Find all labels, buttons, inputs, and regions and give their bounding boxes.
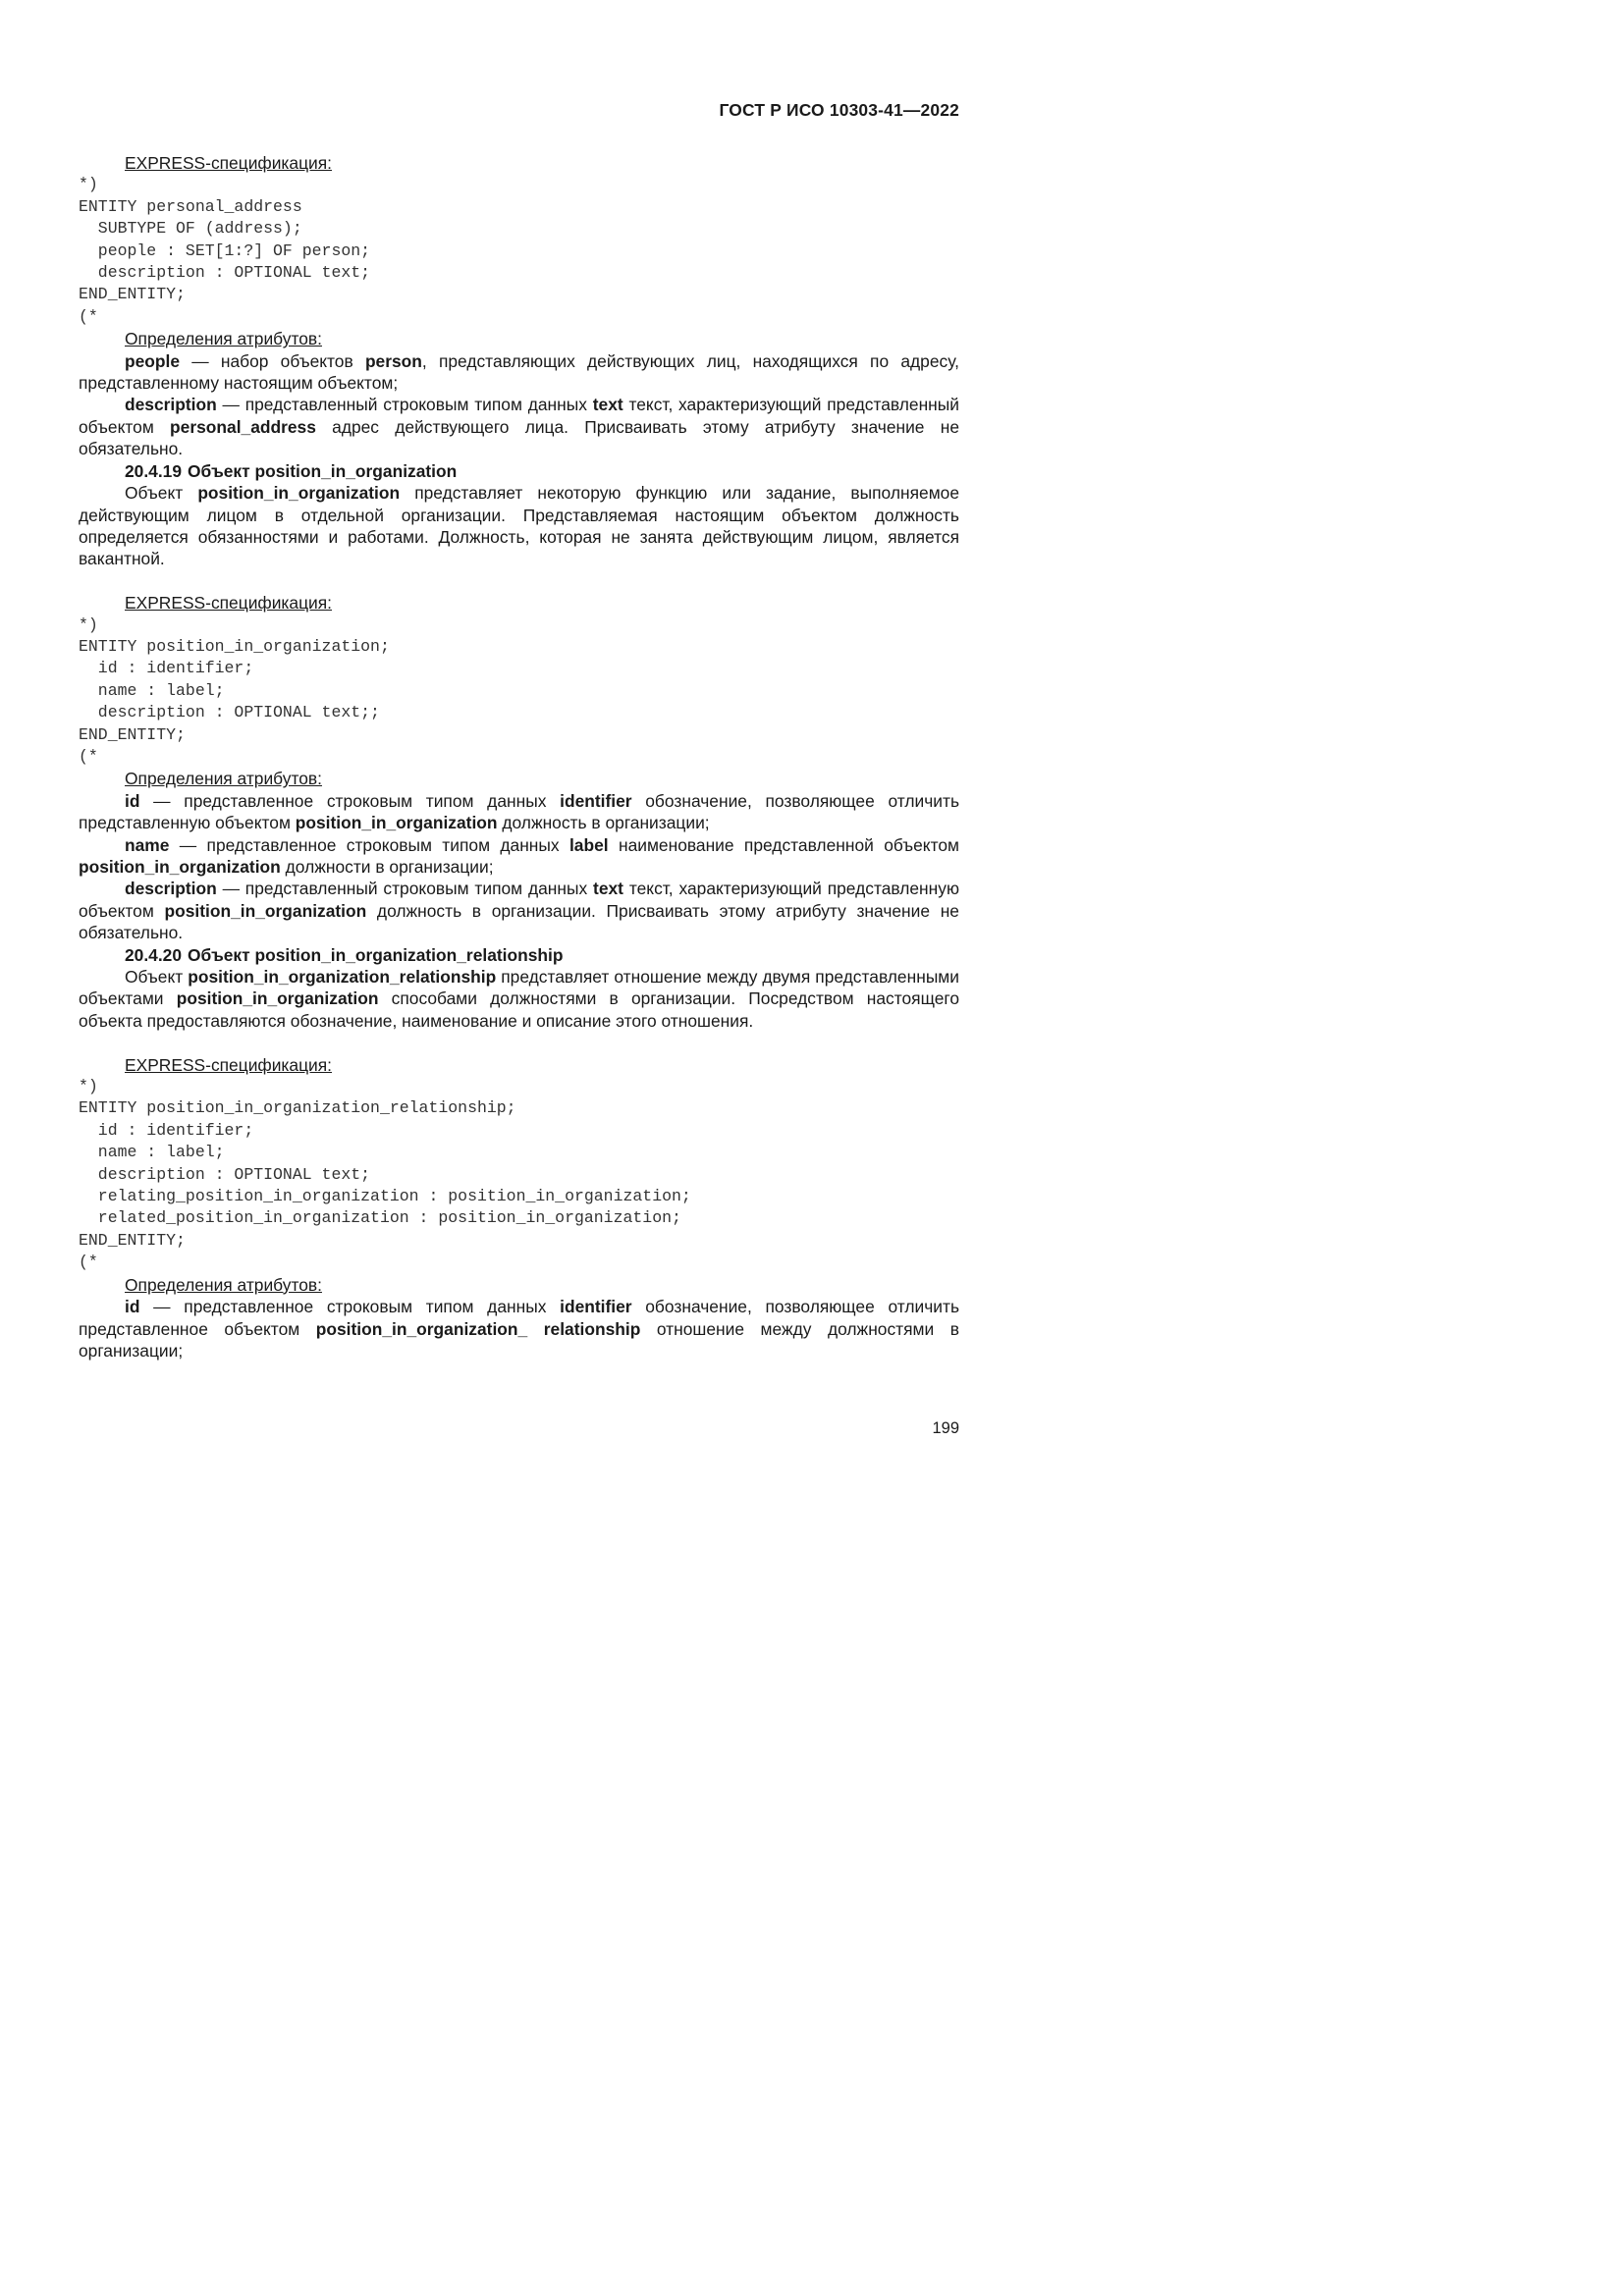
code-line: END_ENTITY; <box>79 285 186 304</box>
code-line: *) <box>79 1077 98 1096</box>
standard-designation: ГОСТ Р ИСО 10303-41—2022 <box>719 100 959 120</box>
code-line: description : OPTIONAL text;; <box>79 703 380 722</box>
attribute-definition-description: description — представленный строковым типом данных text текст, характеризующий представленный объектом personal_address адрес действующего лица. Присваивать этому атрибуту значение не обязательно. <box>79 395 959 459</box>
code-line: name : label; <box>79 1143 225 1162</box>
attribute-definitions-label: Определения атрибутов: <box>125 769 322 789</box>
express-spec-label: EXPRESS-спецификация: <box>125 1054 333 1075</box>
code-line: relating_position_in_organization : position_in_organization; <box>79 1187 691 1206</box>
code-line: people : SET[1:?] OF person; <box>79 240 371 260</box>
attribute-definition-name: name — представленное строковым типом данных label наименование представленной объектом position_in_organization должности в организации; <box>79 834 959 877</box>
express-code-position-relationship <box>79 1076 959 1274</box>
page-number: 199 <box>932 1419 959 1437</box>
code-line: *) <box>79 614 98 634</box>
code-line: ENTITY position_in_organization; <box>79 636 390 656</box>
spacer <box>79 1032 959 1053</box>
code-line: (* <box>79 746 98 766</box>
page-body <box>79 152 959 1362</box>
code-line: *) <box>79 175 98 194</box>
attribute-definition-id: id — представленное строковым типом данных identifier обозначение, позволяющее отличить представленную объектом position_in_organization должность в организации; <box>79 790 960 833</box>
code-line: ENTITY position_in_organization_relationship; <box>79 1098 516 1118</box>
code-line: id : identifier; <box>79 659 254 678</box>
code-line: (* <box>79 1253 98 1272</box>
code-line: SUBTYPE OF (address); <box>79 219 302 239</box>
code-line: related_position_in_organization : position_in_organization; <box>79 1208 681 1228</box>
code-line: description : OPTIONAL text; <box>79 263 371 283</box>
document-page <box>0 0 1080 1527</box>
section-heading-20-4-20: 20.4.20 Объект position_in_organization_relationship <box>125 944 564 965</box>
express-spec-label: EXPRESS-спецификация: <box>125 153 333 173</box>
express-code-personal-address <box>79 174 959 328</box>
spacer <box>79 570 959 592</box>
attribute-definitions-label: Определения атрибутов: <box>125 1274 322 1295</box>
attribute-definition-people: people — набор объектов person, представляющих действующих лиц, находящихся по адресу, представленному настоящим объектом; <box>79 350 959 394</box>
section-body-paragraph: Объект position_in_organization представляет некоторую функцию или задание, выполняемое действующим лицом в отдельной организации. Представляемая настоящим объектом должность определяется обязанностями и работами. Должность, которая не занята действующим лицом, является вакантной. <box>79 483 959 569</box>
express-code-position-in-organization <box>79 614 959 769</box>
express-spec-label: EXPRESS-спецификация: <box>125 593 333 614</box>
section-heading-20-4-19: 20.4.19 Объект position_in_organization <box>125 460 458 481</box>
code-line: ENTITY personal_address <box>79 196 302 216</box>
code-line: description : OPTIONAL text; <box>79 1164 371 1184</box>
attribute-definition-id: id — представленное строковым типом данных identifier обозначение, позволяющее отличить представленное объектом position_in_organization_ relationship отношение между должностями в организации; <box>79 1297 960 1361</box>
code-line: (* <box>79 306 98 326</box>
attribute-definitions-label: Определения атрибутов: <box>125 329 322 349</box>
code-line: END_ENTITY; <box>79 724 186 744</box>
code-line: END_ENTITY; <box>79 1230 186 1250</box>
code-line: name : label; <box>79 680 225 700</box>
attribute-definition-description: description — представленный строковым типом данных text текст, характеризующий представленную объектом position_in_organization должность в организации. Присваивать этому атрибуту значение не обязательно. <box>79 879 959 943</box>
code-line: id : identifier; <box>79 1120 254 1140</box>
section-body-paragraph: Объект position_in_organization_relationship представляет отношение между двумя представленными объектами position_in_organization способами должностями в организации. Посредством настоящего объекта предоставляются обозначение, наименование и описание этого отношения. <box>79 967 960 1031</box>
